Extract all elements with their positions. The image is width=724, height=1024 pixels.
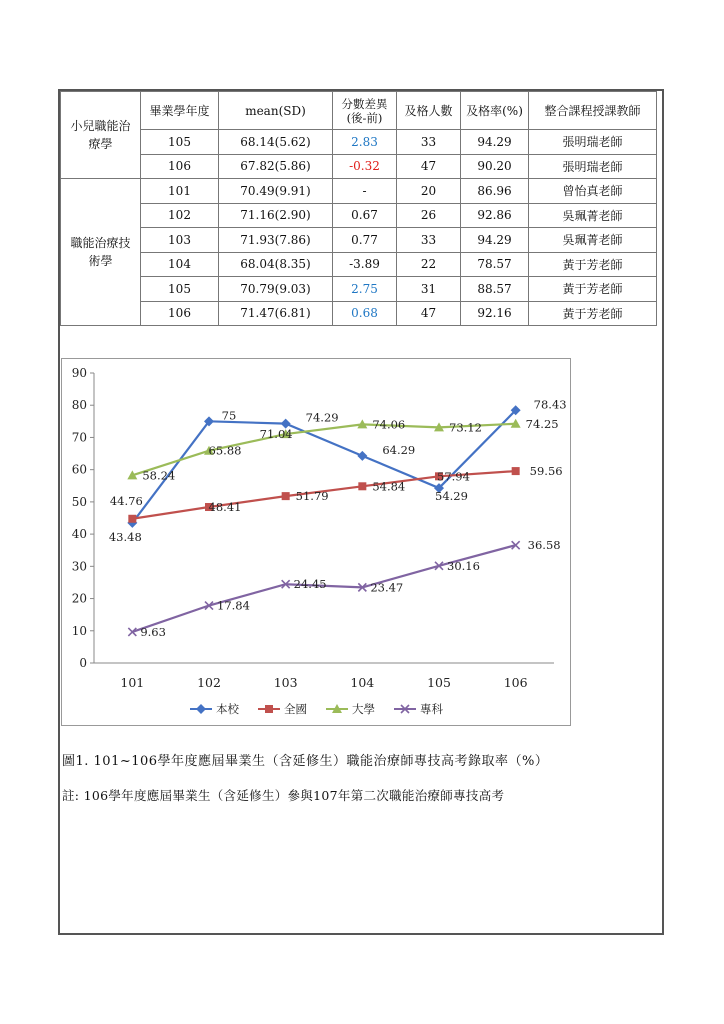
figure-caption: 圖1. 101~106學年度應屆畢業生（含延修生）職能治療師專技高考錄取率（%） — [62, 754, 549, 769]
row-year: 105 — [141, 277, 219, 302]
table-row — [61, 154, 657, 179]
legend-label: 全國 — [284, 702, 307, 716]
data-label: 43.48 — [108, 529, 142, 544]
data-label: 36.58 — [527, 538, 561, 553]
y-tick-label: 10 — [71, 623, 87, 638]
row-mean: 70.49(9.91) — [219, 179, 333, 204]
y-tick-label: 60 — [71, 462, 87, 477]
row-pass-count: 47 — [397, 301, 461, 326]
header-diff — [333, 92, 397, 130]
data-label: 58.24 — [142, 468, 176, 483]
exam-score-table — [60, 91, 657, 326]
row-mean: 68.04(8.35) — [219, 252, 333, 277]
data-label: 54.29 — [435, 489, 468, 504]
row-teacher: 黃于芳老師 — [529, 252, 657, 277]
data-label: 75 — [221, 408, 237, 423]
row-teacher: 張明瑞老師 — [529, 130, 657, 155]
data-label: 9.63 — [140, 624, 166, 639]
data-label: 59.56 — [529, 464, 563, 479]
row-year: 104 — [141, 252, 219, 277]
row-mean: 71.16(2.90) — [219, 203, 333, 228]
table-header-row — [61, 92, 657, 130]
row-year: 103 — [141, 228, 219, 253]
row-pass-count: 31 — [397, 277, 461, 302]
table-row — [61, 228, 657, 253]
header-pass-count: 及格人數 — [397, 92, 461, 130]
row-pass-rate: 88.57 — [461, 277, 529, 302]
row-pass-rate: 94.29 — [461, 130, 529, 155]
data-label: 48.41 — [208, 500, 242, 515]
data-label: 74.29 — [305, 410, 339, 425]
row-teacher: 黃于芳老師 — [529, 301, 657, 326]
row-pass-count: 22 — [397, 252, 461, 277]
data-point — [512, 467, 520, 475]
table-row — [61, 179, 657, 204]
row-mean: 67.82(5.86) — [219, 154, 333, 179]
row-year: 101 — [141, 179, 219, 204]
row-pass-count: 47 — [397, 154, 461, 179]
row-mean: 71.47(6.81) — [219, 301, 333, 326]
row-year: 102 — [141, 203, 219, 228]
data-label: 64.29 — [382, 442, 416, 457]
y-tick-label: 0 — [79, 656, 87, 670]
y-tick-label: 90 — [71, 366, 87, 380]
row-teacher: 曾怡真老師 — [529, 179, 657, 204]
legend-label: 本校 — [216, 702, 239, 716]
data-label: 17.84 — [217, 598, 250, 613]
header-pass-rate: 及格率(%) — [461, 92, 529, 130]
data-label: 78.43 — [533, 397, 567, 412]
table-row — [61, 277, 657, 302]
row-diff: 0.68 — [333, 301, 397, 326]
row-teacher: 吳珮菁老師 — [529, 203, 657, 228]
table-row — [61, 301, 657, 326]
data-point — [358, 482, 366, 490]
data-label: 51.79 — [295, 489, 329, 504]
figure-note: 註: 106學年度應屆畢業生（含延修生）參與107年第二次職能治療師專技高考 — [62, 788, 505, 803]
row-mean: 71.93(7.86) — [219, 228, 333, 253]
data-label: 23.47 — [370, 580, 404, 595]
row-mean: 70.79(9.03) — [219, 277, 333, 302]
course-name: 職能治療技術學 — [61, 179, 141, 326]
row-mean: 68.14(5.62) — [219, 130, 333, 155]
series-1 — [110, 464, 563, 523]
row-diff: 2.75 — [333, 277, 397, 302]
y-tick-label: 80 — [71, 398, 87, 413]
data-label: 74.25 — [525, 416, 559, 431]
row-diff: 2.83 — [333, 130, 397, 155]
data-point — [357, 451, 367, 461]
table-row — [61, 130, 657, 155]
legend-label: 專科 — [420, 702, 443, 716]
data-label: 74.06 — [372, 417, 406, 432]
row-pass-rate: 92.86 — [461, 203, 529, 228]
row-teacher: 黃于芳老師 — [529, 277, 657, 302]
table-row — [61, 203, 657, 228]
data-point — [282, 492, 290, 500]
x-tick-label: 105 — [427, 675, 451, 690]
row-diff: -0.32 — [333, 154, 397, 179]
data-point — [128, 515, 136, 523]
series-3 — [128, 538, 560, 639]
x-tick-label: 104 — [350, 675, 375, 690]
x-tick-label: 103 — [273, 675, 298, 690]
row-pass-rate: 94.29 — [461, 228, 529, 253]
y-tick-label: 30 — [71, 559, 87, 574]
row-pass-count: 20 — [397, 179, 461, 204]
data-label: 73.12 — [449, 420, 482, 435]
row-year: 106 — [141, 301, 219, 326]
y-tick-label: 50 — [71, 494, 87, 509]
data-label: 65.88 — [208, 443, 242, 458]
row-diff: 0.77 — [333, 228, 397, 253]
data-point — [265, 705, 273, 713]
data-point — [196, 704, 206, 714]
row-year: 105 — [141, 130, 219, 155]
row-pass-count: 26 — [397, 203, 461, 228]
row-pass-rate: 92.16 — [461, 301, 529, 326]
y-tick-label: 40 — [71, 527, 87, 542]
chart-legend — [190, 702, 443, 716]
data-label: 54.84 — [372, 479, 406, 494]
header-diff-line1: 分數差異 — [341, 96, 388, 111]
x-tick-label: 102 — [197, 675, 221, 690]
x-tick-label: 106 — [503, 675, 528, 690]
row-year: 106 — [141, 154, 219, 179]
chart-svg — [62, 359, 570, 725]
header-year: 畢業學年度 — [141, 92, 219, 130]
row-diff: 0.67 — [333, 203, 397, 228]
legend-label: 大學 — [352, 702, 375, 716]
row-pass-rate: 86.96 — [461, 179, 529, 204]
header-teacher: 整合課程授課教師 — [529, 92, 657, 130]
row-pass-count: 33 — [397, 130, 461, 155]
data-label: 24.45 — [293, 577, 327, 592]
y-tick-label: 20 — [71, 591, 87, 606]
row-pass-rate: 90.20 — [461, 154, 529, 179]
pass-rate-chart — [61, 358, 571, 726]
data-label: 71.04 — [259, 427, 293, 442]
row-teacher: 張明瑞老師 — [529, 154, 657, 179]
row-teacher: 吳珮菁老師 — [529, 228, 657, 253]
data-label: 44.76 — [109, 493, 143, 508]
row-diff: - — [333, 179, 397, 204]
course-name: 小兒職能治療學 — [61, 92, 141, 179]
data-label: 30.16 — [447, 558, 480, 573]
row-pass-count: 33 — [397, 228, 461, 253]
row-pass-rate: 78.57 — [461, 252, 529, 277]
header-diff-line2: (後-前) — [346, 110, 383, 125]
table-row — [61, 252, 657, 277]
header-mean: mean(SD) — [219, 92, 333, 130]
row-diff: -3.89 — [333, 252, 397, 277]
x-tick-label: 101 — [120, 675, 145, 690]
data-label: 57.94 — [437, 469, 470, 484]
series-0 — [109, 397, 567, 544]
y-tick-label: 70 — [71, 430, 87, 445]
